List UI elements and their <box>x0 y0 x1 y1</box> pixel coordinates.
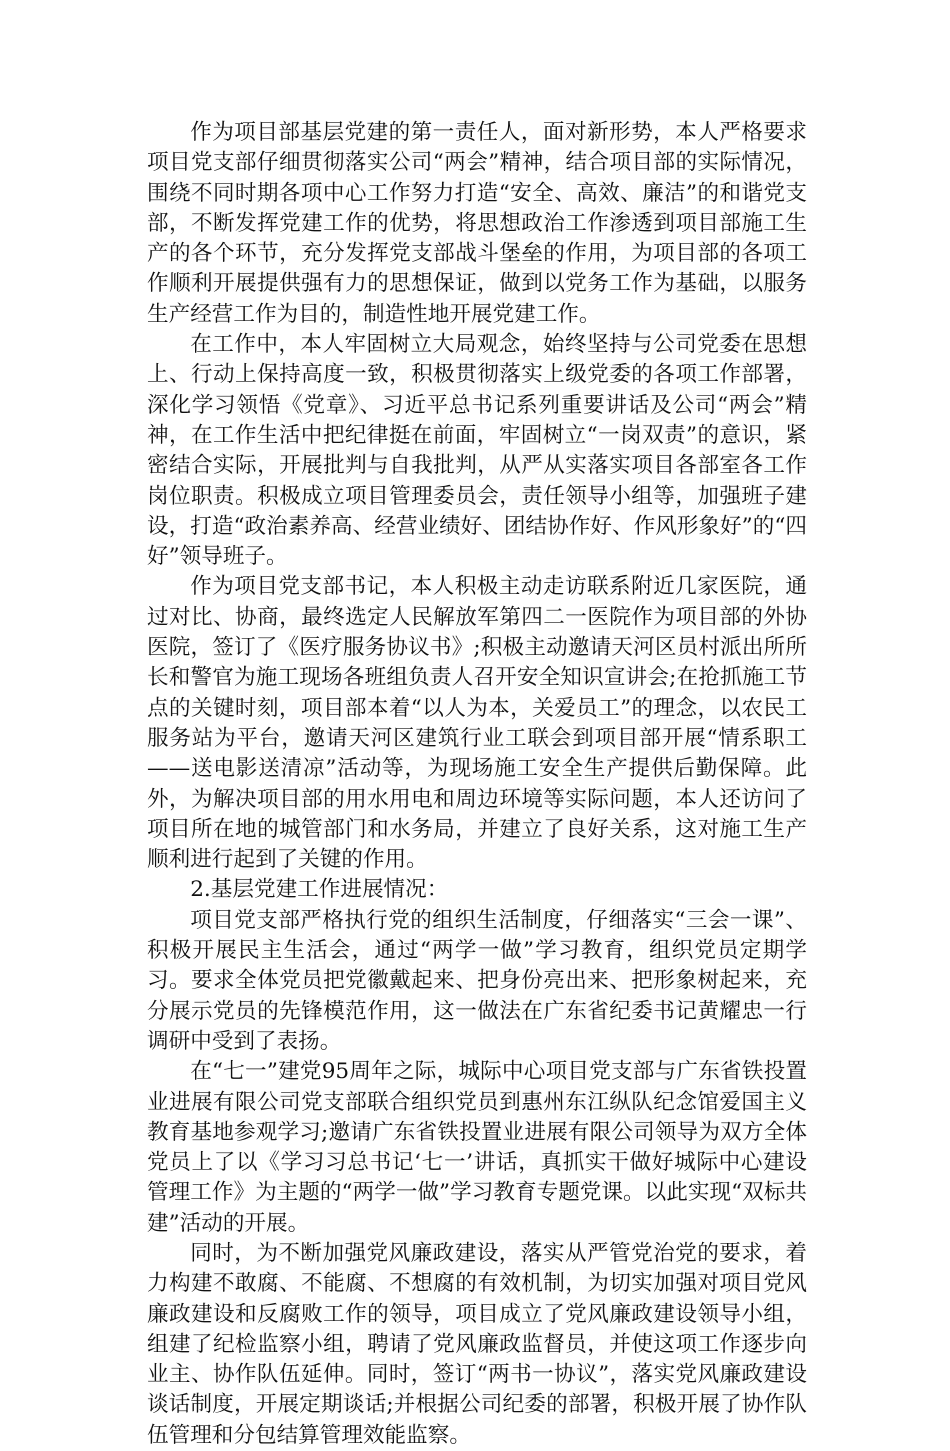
paragraph-clean-governance: 同时，为不断加强党风廉政建设，落实从严管党治党的要求，着力构建不敢腐、不能腐、不想腐的有效机制，为切实加强对项目党风廉政建设和反腐败工作的领导，项目成立了党风廉政建设领导小组，组建了纪检监察小组，聘请了党风廉政监督员，并使这项工作逐步向业主、协作队伍延伸。同时，签订“两书一协议”，落实党风廉政建设谈话制度，开展定期谈话;并根据公司纪委的部署，积极开展了协作队伍管理和分包结算管理效能监察。 <box>147 1240 807 1448</box>
document-body <box>147 118 807 1451</box>
section-heading-progress: 2.基层党建工作进展情况： <box>190 877 449 903</box>
paragraph-branch-secretary: 作为项目党支部书记，本人积极主动走访联系附近几家医院，通过对比、协商，最终选定人民解放军第四二一医院作为项目部的外协医院，签订了《医疗服务协议书》;积极主动邀请天河区员村派出所所长和警官为施工现场各班组负责人召开安全知识宣讲会;在抢抓施工节点的关键时刻，项目部本着“以人为本，关爱员工”的理念，以农民工服务站为平台，邀请天河区建筑行业工联会到项目部开展“情系职工——送电影送清凉”活动等，为现场施工安全生产提供后勤保障。此外，为解决项目部的用水用电和周边环境等实际问题，本人还访问了项目所在地的城管部门和水务局，并建立了良好关系，这对施工生产顺利进行起到了关键的作用。 <box>147 574 807 873</box>
paragraph-overall-view: 在工作中，本人牢固树立大局观念，始终坚持与公司党委在思想上、行动上保持高度一致，积极贯彻落实上级党委的各项工作部署，深化学习领悟《党章》、习近平总书记系列重要讲话及公司“两会”精神，在工作生活中把纪律挺在前面，牢固树立“一岗双责”的意识，紧密结合实际，开展批判与自我批判，从严从实落实项目各部室各工作岗位职责。积极成立项目管理委员会，责任领导小组等，加强班子建设，打造“政治素养高、经营业绩好、团结协作好、作风形象好”的“四好”领导班子。 <box>147 332 807 570</box>
paragraph-organization-life: 项目党支部严格执行党的组织生活制度，仔细落实“三会一课”、积极开展民主生活会，通过“两学一做”学习教育，组织党员定期学习。要求全体党员把党徽戴起来、把身份亮出来、把形象树起来，充分展示党员的先锋模范作用，这一做法在广东省纪委书记黄耀忠一行调研中受到了表扬。 <box>147 907 807 1054</box>
paragraph-july-first: 在“七一”建党95周年之际，城际中心项目党支部与广东省铁投置业进展有限公司党支部联合组织党员到惠州东江纵队纪念馆爱国主义教育基地参观学习;邀请广东省铁投置业进展有限公司领导为双方全体党员上了以《学习习总书记‘七一’讲话，真抓实干做好城际中心建设管理工作》为主题的“两学一做”学习教育专题党课。以此实现“双标共建”活动的开展。 <box>147 1059 807 1236</box>
paragraph-responsibility: 作为项目部基层党建的第一责任人，面对新形势，本人严格要求项目党支部仔细贯彻落实公司“两会”精神，结合项目部的实际情况，围绕不同时期各项中心工作努力打造“安全、高效、廉洁”的和谐党支部，不断发挥党建工作的优势，将思想政治工作渗透到项目部施工生产的各个环节，充分发挥党支部战斗堡垒的作用，为项目部的各项工作顺利开展提供强有力的思想保证，做到以党务工作为基础，以服务生产经营工作为目的，制造性地开展党建工作。 <box>147 120 807 327</box>
